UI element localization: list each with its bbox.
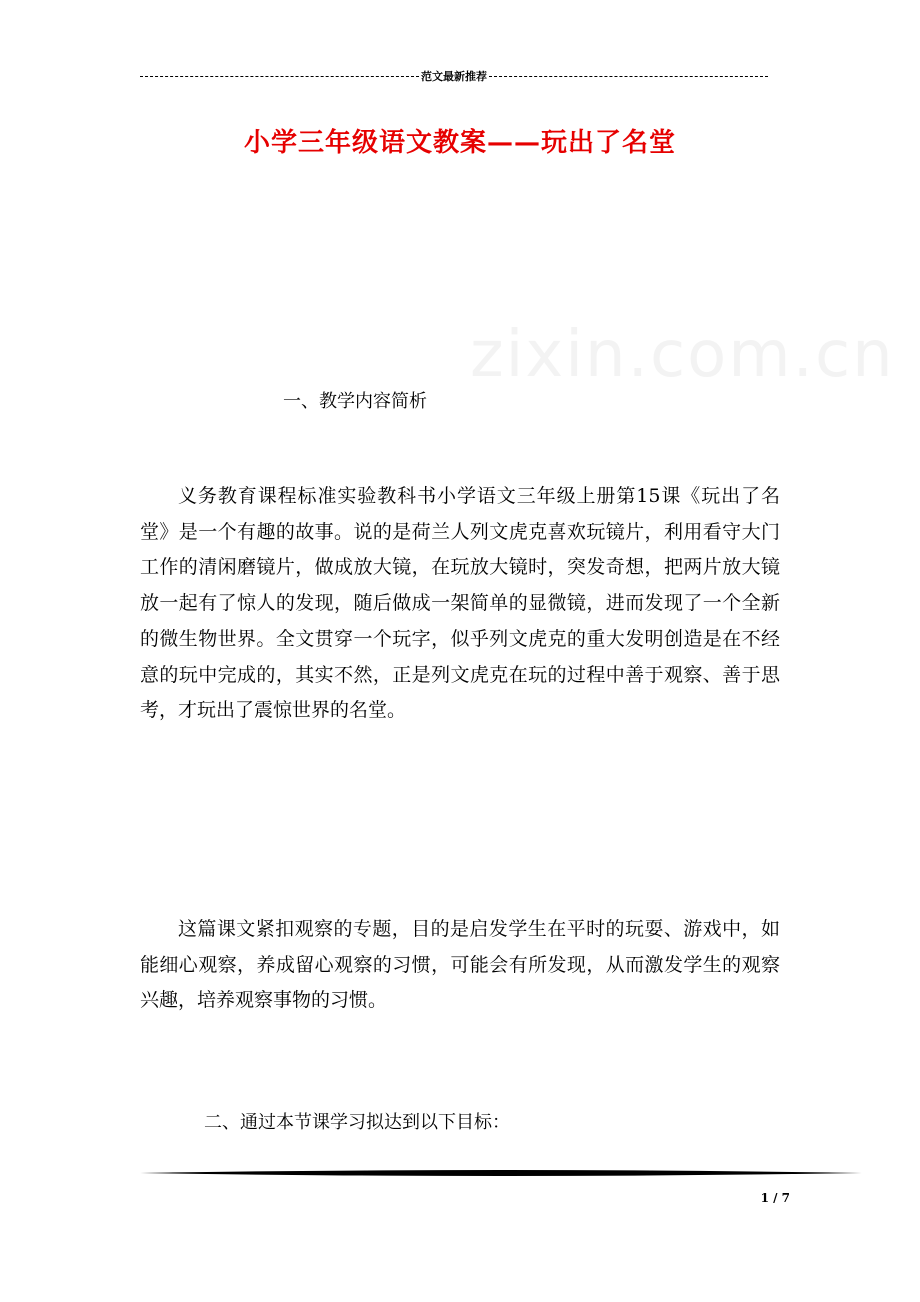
header-dash-right — [489, 76, 768, 77]
paragraph-2: 这篇课文紧扣观察的专题，目的是启发学生在平时的玩耍、游戏中，如能细心观察，养成留心观察的习惯，可能会有所发现，从而激发学生的观察兴趣，培养观察事物的习惯。 — [140, 918, 780, 1012]
document-title: 小学三年级语文教案——玩出了名堂 — [243, 128, 676, 158]
paragraph-1: 义务教育课程标准实验教科书小学语文三年级上册第15课《玩出了名堂》是一个有趣的故事。说的是荷兰人列文虎克喜欢玩镜片，利用看守大门工作的清闲磨镜片，做成放大镜，在玩放大镜时，突发奇想，把两片放大镜放一起有了惊人的发现，随后做成一架简单的显微镜，进而发现了一个全新的微生物世界。全文贯穿一个玩字，似乎列文虎克的重大发明创造是在不经意的玩中完成的，其实不然，正是列文虎克在玩的过程中善于观察、善于思考，才玩出了震惊世界的名堂。 — [140, 485, 780, 722]
header-label: 范文最新推荐 — [421, 70, 487, 83]
page-header — [140, 66, 768, 86]
section-heading-1: 一、教学内容简析 — [283, 391, 427, 412]
footer-rule — [140, 1170, 862, 1176]
paragraph-1-container — [140, 479, 780, 729]
watermark: zixin.com.cn — [470, 318, 895, 392]
section-heading-2: 二、通过本节课学习拟达到以下目标： — [204, 1112, 510, 1133]
paragraph-2-container — [140, 912, 780, 1019]
page-number: 1 / 7 — [760, 1191, 790, 1205]
header-dash-left — [140, 76, 419, 77]
